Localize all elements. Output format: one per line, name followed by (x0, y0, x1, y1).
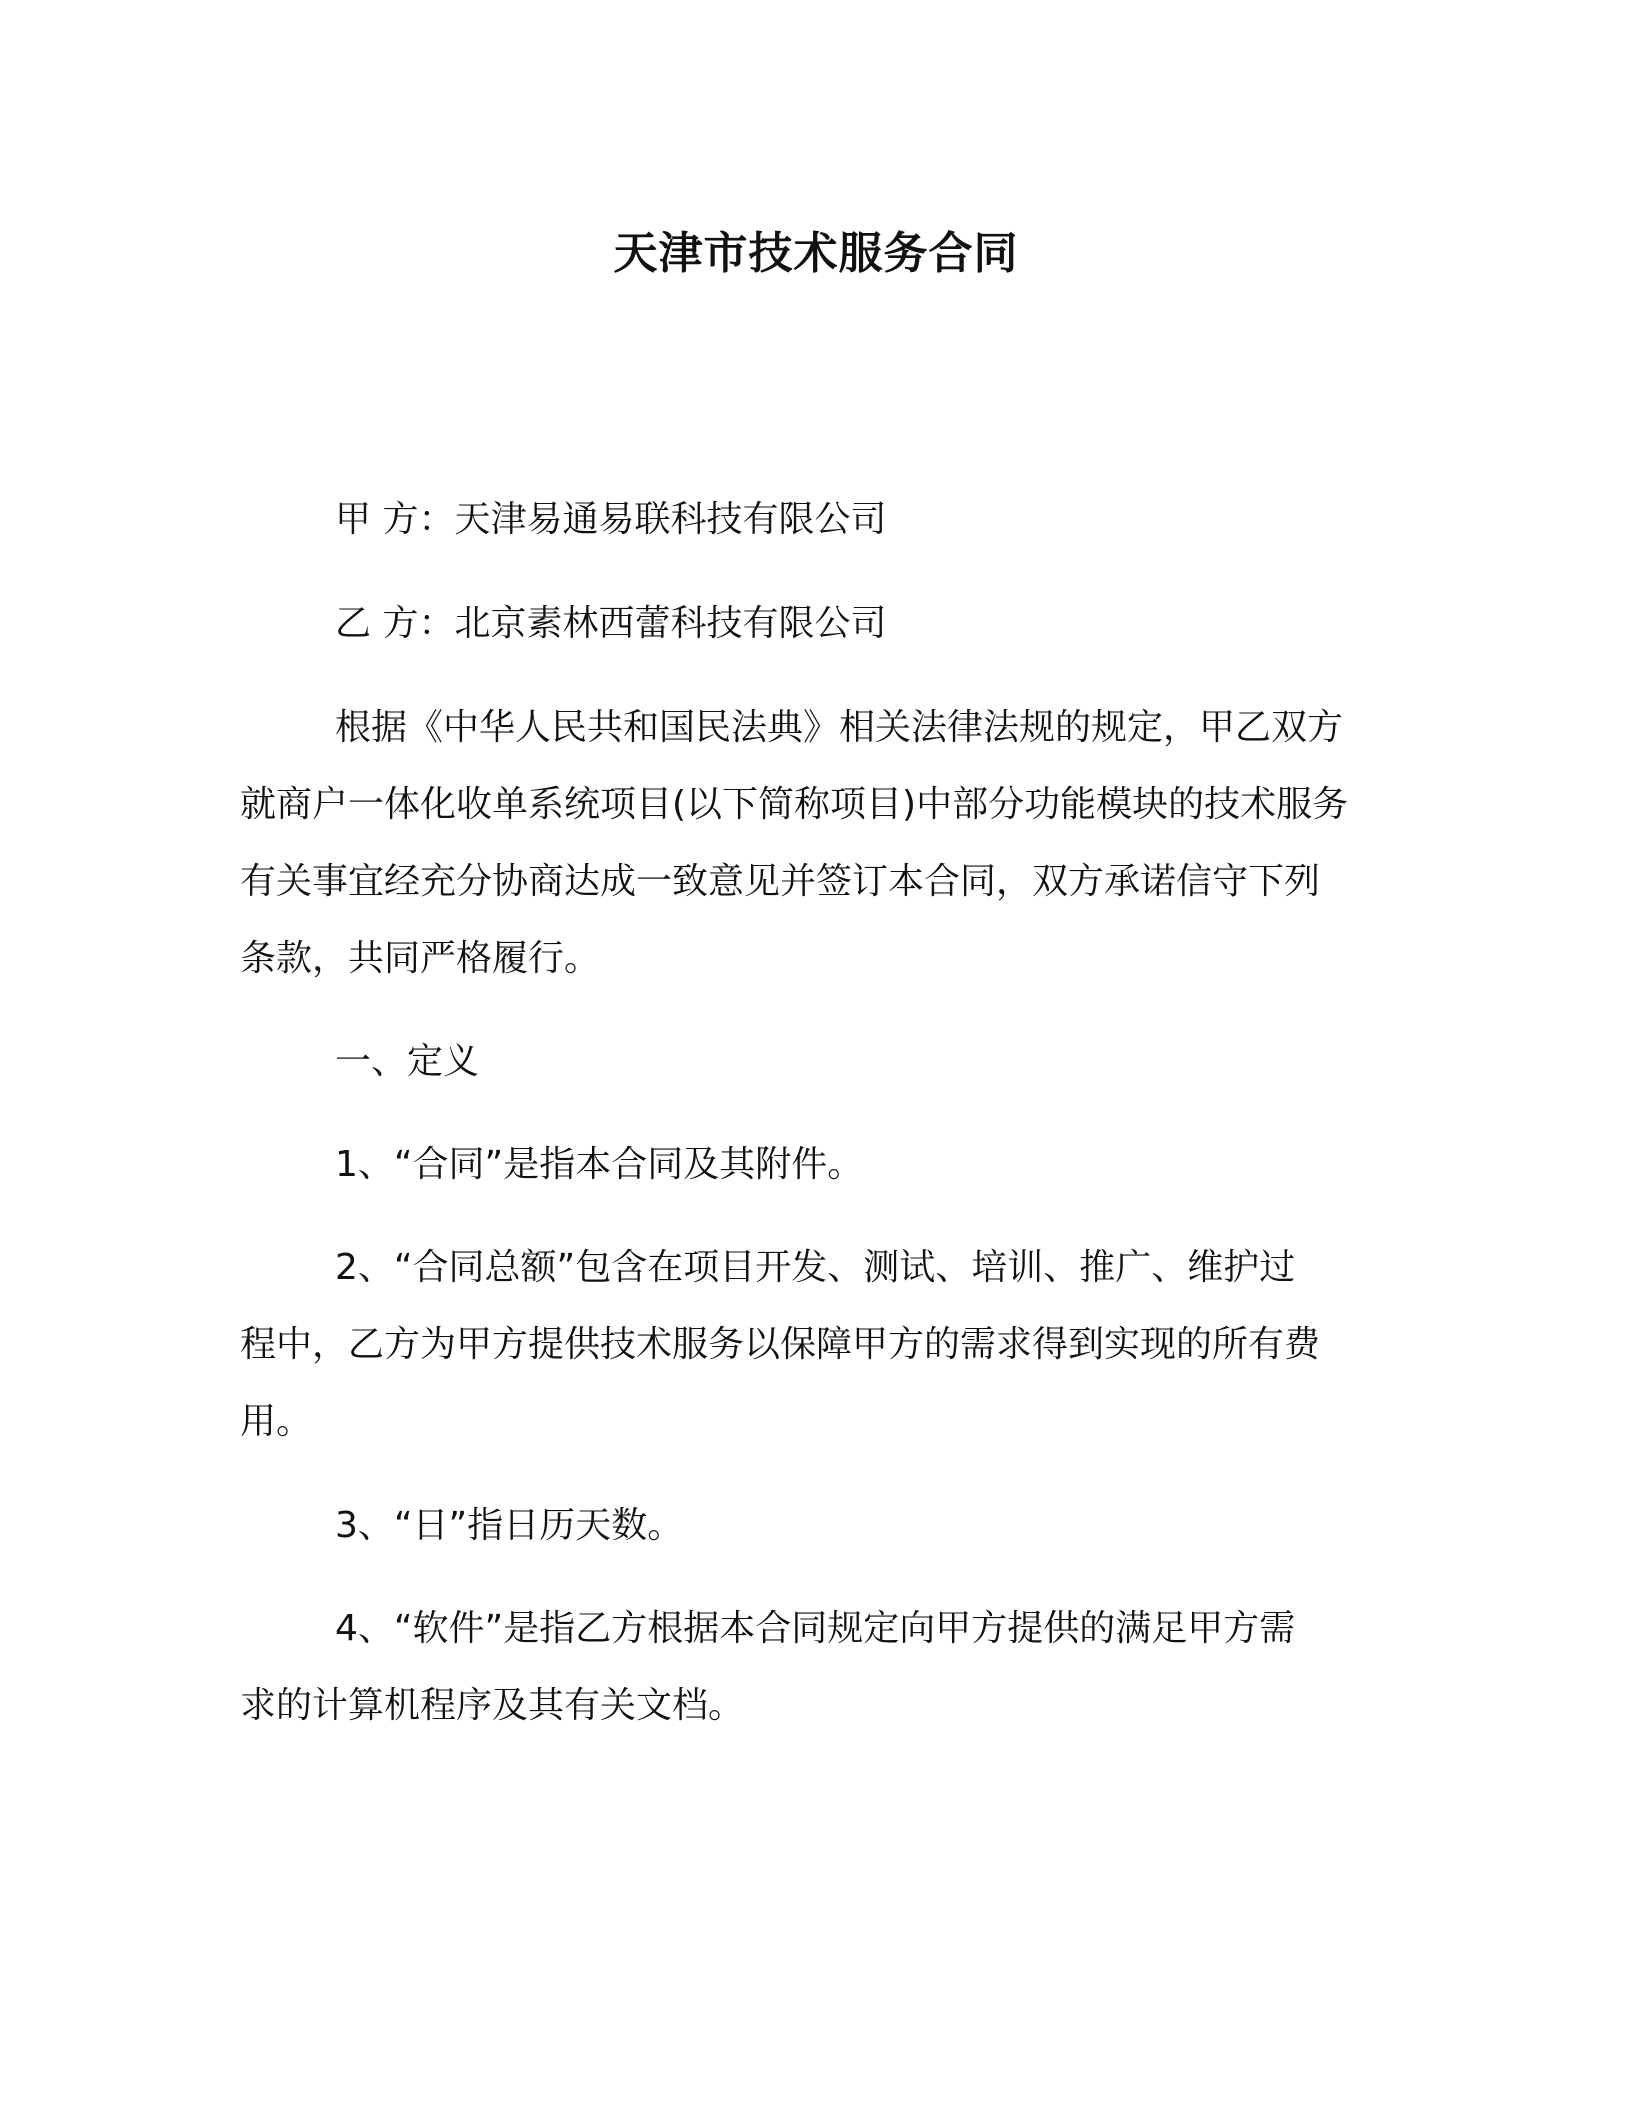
clause-4-line-2: 求的计算机程序及其有关文档。 (240, 1685, 745, 1726)
clause-2-line-2: 程中，乙方为甲方提供技术服务以保障甲方的需求得到实现的所有费 (240, 1324, 1321, 1365)
clause-4-line-1: 4、“软件”是指乙方根据本合同规定向甲方提供的满足甲方需 (335, 1608, 1296, 1649)
party-a-line: 甲 方：天津易通易联科技有限公司 (335, 499, 887, 540)
preamble-line-4: 条款，共同严格履行。 (240, 938, 601, 979)
clause-2-line-3: 用。 (240, 1401, 313, 1442)
preamble-line-3: 有关事宜经充分协商达成一致意见并签订本合同，双方承诺信守下列 (240, 861, 1321, 902)
document-title: 天津市技术服务合同 (613, 228, 1019, 279)
party-b-line: 乙 方：北京素林西蕾科技有限公司 (335, 603, 887, 644)
preamble-line-2: 就商户一体化收单系统项目(以下简称项目)中部分功能模块的技术服务 (240, 784, 1349, 825)
clause-3-line-1: 3、“日”指日历天数。 (335, 1505, 684, 1546)
clause-1-line-1: 1、“合同”是指本合同及其附件。 (335, 1144, 864, 1185)
preamble-line-1: 根据《中华人民共和国民法典》相关法律法规的规定，甲乙双方 (335, 707, 1344, 748)
clause-2-line-1: 2、“合同总额”包含在项目开发、测试、培训、推广、维护过 (335, 1247, 1296, 1288)
section-heading-definitions: 一、定义 (335, 1041, 480, 1082)
